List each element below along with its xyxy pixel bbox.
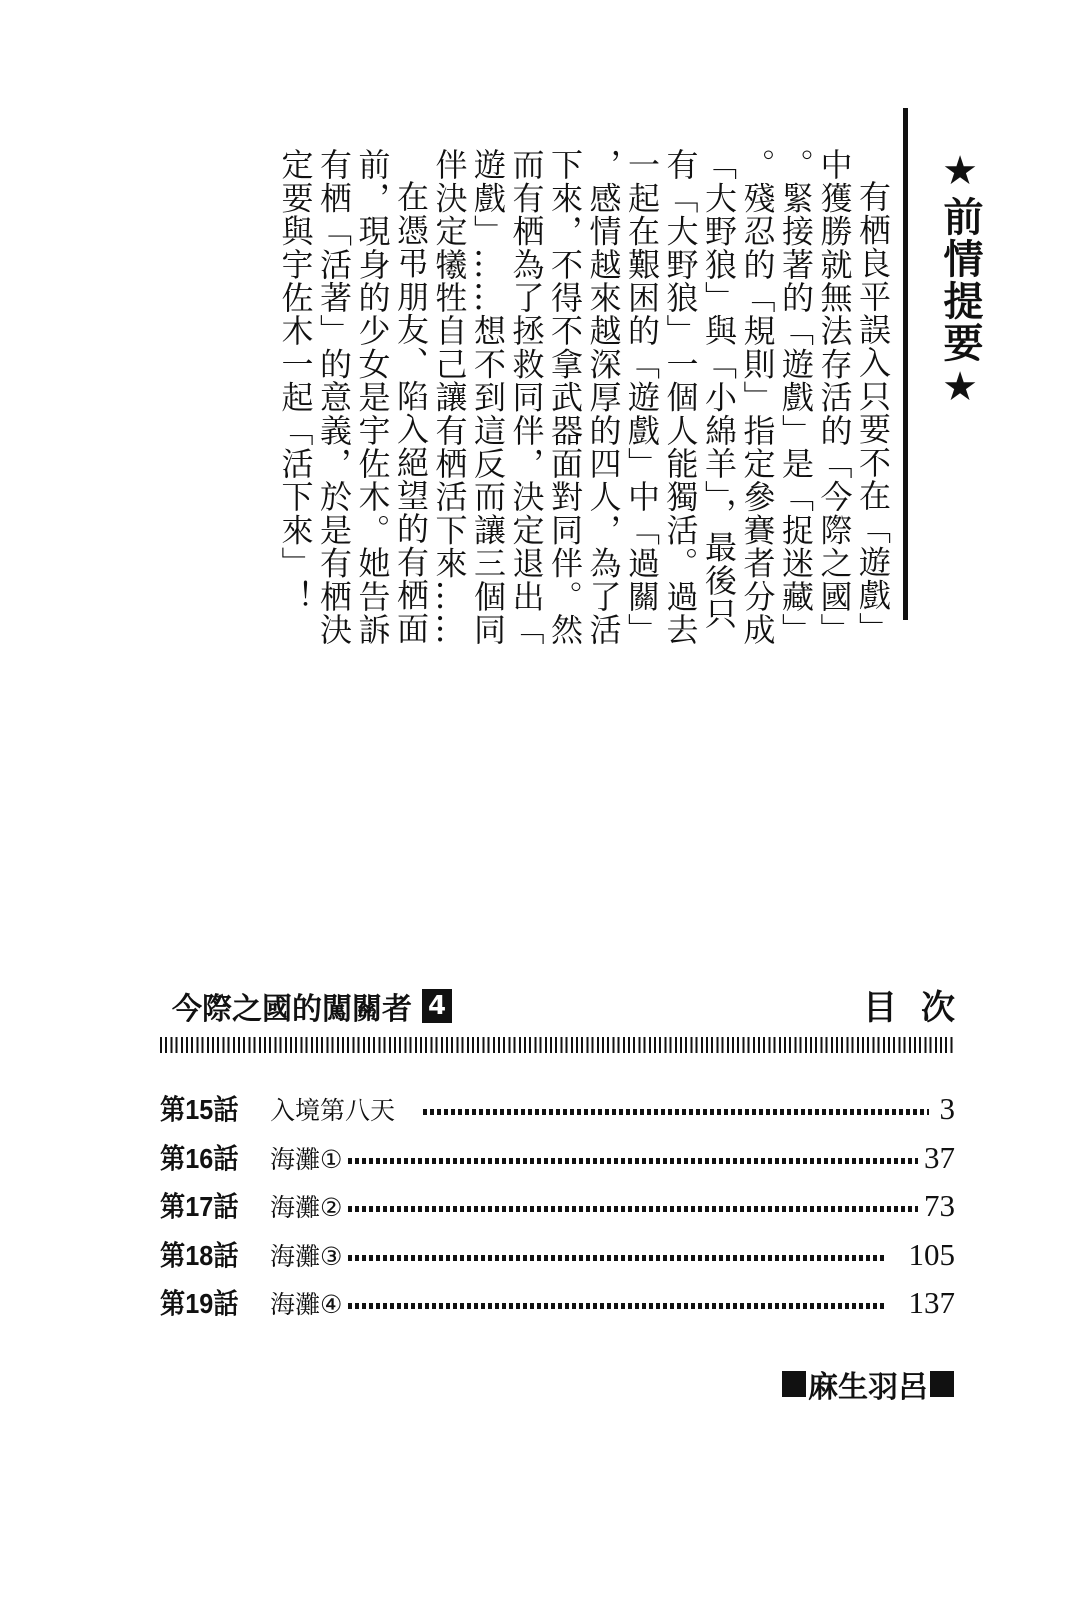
synopsis-divider (903, 108, 908, 620)
page-number: 3 (939, 1091, 955, 1126)
toc-label: 目次 (863, 988, 979, 1028)
synopsis-line: 伴決定犧牲自己讓有栖活下來…… (430, 148, 469, 646)
synopsis-line: 。緊接著的「遊戲」是「捉迷藏」 (777, 148, 815, 646)
chapter-title: 海灘③ (270, 1241, 343, 1271)
toc-entry[interactable] (160, 1234, 955, 1283)
chapter-title: 海灘① (270, 1144, 343, 1174)
synopsis-line: 。殘忍的「規則」指定參賽者分成 (738, 148, 777, 646)
synopsis-section (120, 108, 983, 646)
synopsis-line: 而有栖為了拯救同伴，決定退出「 (507, 148, 546, 646)
toc-entry[interactable] (160, 1088, 955, 1137)
page-number: 137 (908, 1285, 955, 1320)
dot-leader (423, 1109, 929, 1115)
synopsis-heading: ★前情提要★ (937, 148, 983, 412)
page-number: 37 (924, 1139, 955, 1175)
square-ornament-icon (930, 1371, 954, 1397)
synopsis-line: 有栖「活著」的意義，於是有栖決 (315, 148, 353, 646)
author-credit (782, 1362, 954, 1406)
toc-entry[interactable] (160, 1137, 955, 1186)
synopsis-line: 下來，不得不拿武器面對同伴。然 (546, 148, 584, 646)
synopsis-line: 「大野狼」與「小綿羊」，最後只 (700, 148, 738, 630)
synopsis-line: ，感情越來越深厚的四人，為了活 (584, 148, 623, 646)
synopsis-line: 中獲勝就無法存活的「今際之國」 (815, 148, 854, 646)
synopsis-body (276, 148, 892, 646)
dot-leader (348, 1303, 884, 1309)
toc-entry[interactable] (160, 1282, 955, 1331)
page-number: 105 (908, 1236, 955, 1272)
synopsis-line: 有「大野狼」一個人能獨活。過去 (661, 148, 700, 646)
synopsis-line: 遊戲」……想不到這反而讓三個同 (469, 148, 507, 646)
synopsis-line: 一起在艱困的「遊戲」中「過關」 (623, 148, 661, 646)
dot-leader (348, 1158, 918, 1164)
chapter-number: 第17話 (160, 1191, 239, 1222)
barcode-divider (160, 1037, 955, 1053)
volume-badge: 4 (422, 989, 452, 1023)
chapter-number: 第18話 (160, 1239, 239, 1271)
chapter-number: 第16話 (160, 1142, 239, 1174)
synopsis-line: 定要與宇佐木一起「活下來」！ (276, 148, 315, 613)
synopsis-line: 有栖良平誤入只要不在「遊戲」 (854, 180, 892, 645)
chapter-number: 第19話 (160, 1288, 239, 1319)
synopsis-line: 在憑弔朋友、陷入絕望的有栖面 (392, 180, 430, 645)
chapter-title: 海灘④ (270, 1290, 343, 1319)
square-ornament-icon (782, 1371, 806, 1397)
dot-leader (348, 1255, 884, 1261)
synopsis-line: 前，現身的少女是宇佐木。她告訴 (353, 148, 392, 646)
series-title-text: 今際之國的闖關者 (172, 992, 412, 1027)
chapter-title: 海灘② (270, 1193, 343, 1222)
chapter-title: 入境第八天 (270, 1096, 396, 1125)
author-name: 麻生羽呂 (808, 1370, 928, 1405)
dot-leader (348, 1206, 918, 1212)
chapter-number: 第15話 (160, 1094, 239, 1125)
series-title (172, 984, 452, 1028)
toc-entry[interactable] (160, 1185, 955, 1234)
toc-header (160, 980, 979, 1030)
toc-list (160, 1088, 955, 1331)
page-number: 73 (924, 1188, 955, 1223)
